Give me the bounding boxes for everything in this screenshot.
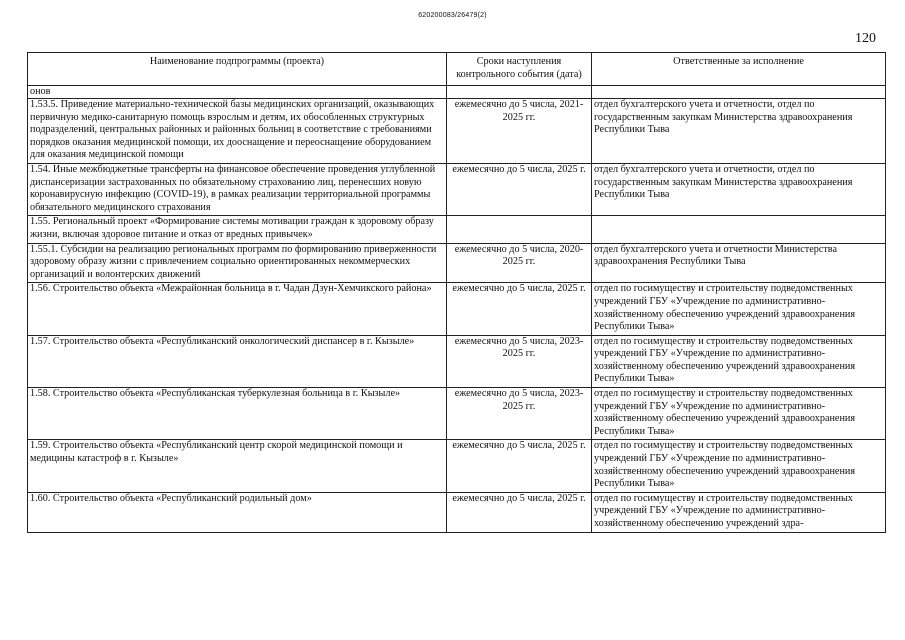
page-number: 120 [855,31,876,46]
table-row [28,440,886,492]
table-row [28,492,886,532]
continuation-text: онов [28,86,447,99]
header-responsible: Ответственные за исполнение [592,53,886,86]
document-id: 620200083/26479(2) [418,12,487,19]
table-row [28,163,886,215]
continuation-row [28,86,886,99]
table-row [28,388,886,440]
table-row [28,243,886,283]
row-name: 1.60. Строительство объекта «Республиканский родильный дом» [28,492,447,532]
row-name: 1.55. Региональный проект «Формирование системы мотивации граждан к здоровому образу жизни, включая здоровое питание и отказ от вредных привычек» [28,216,447,243]
row-date: ежемесячно до 5 числа, 2025 г. [447,492,592,532]
table-row [28,283,886,335]
row-name: 1.59. Строительство объекта «Республиканский центр скорой медицинской помощи и медицины катастроф в г. Кызыле» [28,440,447,492]
header-deadline: Сроки наступления контрольного события (дата) [447,53,592,86]
table-header-row [28,53,886,86]
schedule-table [27,52,886,533]
row-name: 1.53.5. Приведение материально-технической базы медицинских организаций, оказывающих первичную медико-санитарную помощь взрослым и детям, их обособленных структурных подразделений, центральных районных и районных больниц в соответствие с требованиями порядков оказания медицинской помощи, их дооснащение и переоснащение оборудованием для оказания медицинской помощи [28,99,447,164]
row-responsible: отдел по госимуществу и строительству подведомственных учреждений ГБУ «Учреждение по административно-хозяйственному обеспечению учреждений здравоохранения Республики Тыва» [592,388,886,440]
row-name: 1.54. Иные межбюджетные трансферты на финансовое обеспечение проведения углубленной диспансеризации застрахованных по обязательному страхованию лиц, перенесших новую коронавирусную инфекцию (COVID-19), в рамках реализации территориальной программы обязательного медицинского страхования [28,163,447,215]
row-date: ежемесячно до 5 числа, 2021-2025 гг. [447,99,592,164]
table-row [28,216,886,243]
row-responsible: отдел бухгалтерского учета и отчетности, отдел по государственным закупкам Министерства здравоохранения Республики Тыва [592,99,886,164]
row-responsible: отдел бухгалтерского учета и отчетности Министерства здравоохранения Республики Тыва [592,243,886,283]
row-date: ежемесячно до 5 числа, 2025 г. [447,440,592,492]
row-responsible [592,216,886,243]
row-date: ежемесячно до 5 числа, 2025 г. [447,283,592,335]
row-name: 1.57. Строительство объекта «Республиканский онкологический диспансер в г. Кызыле» [28,335,447,387]
row-responsible: отдел по госимуществу и строительству подведомственных учреждений ГБУ «Учреждение по административно-хозяйственному обеспечению учреждений здравоохранения Республики Тыва» [592,440,886,492]
row-date: ежемесячно до 5 числа, 2025 г. [447,163,592,215]
row-date [447,216,592,243]
table-row [28,335,886,387]
row-date: ежемесячно до 5 числа, 2023-2025 гг. [447,388,592,440]
row-name: 1.55.1. Субсидии на реализацию региональных программ по формированию приверженности здоровому образу жизни с привлечением социально ориентированных некоммерческих организаций и волонтерских движений [28,243,447,283]
row-responsible: отдел по госимуществу и строительству подведомственных учреждений ГБУ «Учреждение по административно-хозяйственному обеспечению учреждений здравоохранения Республики Тыва» [592,283,886,335]
table-row [28,99,886,164]
row-name: 1.58. Строительство объекта «Республиканская туберкулезная больница в г. Кызыле» [28,388,447,440]
row-date: ежемесячно до 5 числа, 2020-2025 гг. [447,243,592,283]
row-responsible: отдел бухгалтерского учета и отчетности, отдел по государственным закупкам Министерства здравоохранения Республики Тыва [592,163,886,215]
row-name: 1.56. Строительство объекта «Межрайонная больница в г. Чадан Дзун-Хемчикского района» [28,283,447,335]
row-date: ежемесячно до 5 числа, 2023-2025 гг. [447,335,592,387]
header-program-name: Наименование подпрограммы (проекта) [28,53,447,86]
row-responsible: отдел по госимуществу и строительству подведомственных учреждений ГБУ «Учреждение по административно-хозяйственному обеспечению учреждений здравоохранения Республики Тыва» [592,335,886,387]
row-responsible: отдел по госимуществу и строительству подведомственных учреждений ГБУ «Учреждение по административно-хозяйственному обеспечению учреждений здра- [592,492,886,532]
